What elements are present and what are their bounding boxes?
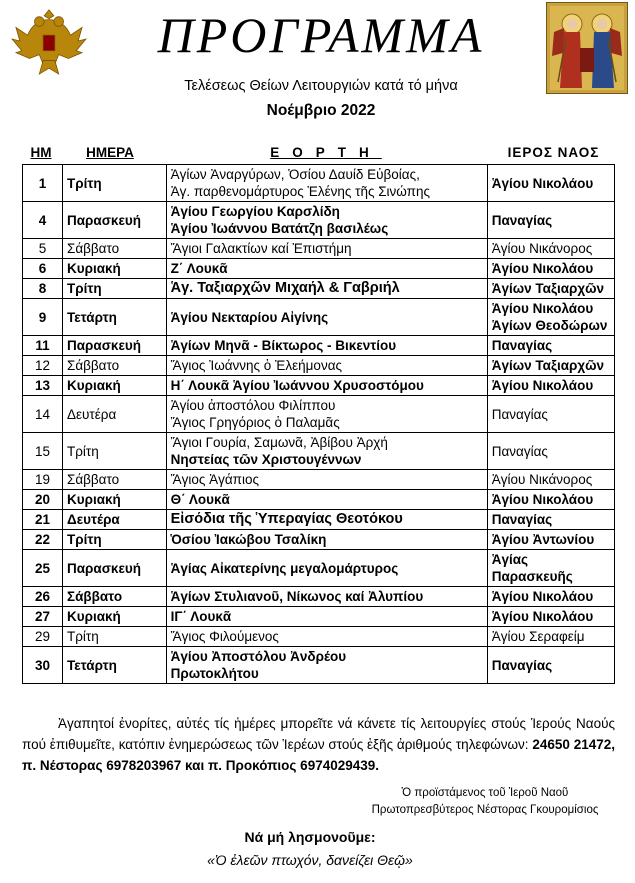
weekday: Κυριακή [63,490,167,510]
church: Παναγίας [487,433,614,470]
column-header-weekday: ΗΜΕΡΑ [86,145,134,160]
weekday: Τρίτη [63,279,167,299]
weekday: Δευτέρα [63,510,167,530]
feast: Η΄ Λουκᾶ Ἁγίου Ἰωάννου Χρυσοστόμου [166,376,487,396]
double-headed-eagle-emblem [10,6,88,76]
table-row [23,336,615,356]
day-number: 25 [23,550,63,587]
feast: Ἁγ. Ταξιαρχῶν Μιχαήλ & Γαβριήλ [166,279,487,299]
church: Ἁγίου Νικολάου [487,490,614,510]
table-row [23,299,615,336]
church: Ἁγίου Ἀντωνίου [487,530,614,550]
day-number: 22 [23,530,63,550]
church: Ἁγίων Ταξιαρχῶν [487,356,614,376]
day-number: 29 [23,627,63,647]
day-number: 4 [23,202,63,239]
table-row [23,376,615,396]
feast: Εἰσόδια τῆς Ὑπεραγίας Θεοτόκου [166,510,487,530]
church: Ἁγίου Σεραφείμ [487,627,614,647]
weekday: Τρίτη [63,165,167,202]
weekday: Τρίτη [63,530,167,550]
feast: Ἅγιος Ἀγάπιος [166,470,487,490]
church: Ἁγίου Νικολάου [487,376,614,396]
table-row [23,259,615,279]
liturgy-schedule-table [22,164,615,684]
weekday: Σάββατο [63,587,167,607]
weekday: Δευτέρα [63,396,167,433]
column-header-feast: ΕΟΡΤΗ [270,145,382,160]
feast: Ἁγίας Αἰκατερίνης μεγαλομάρτυρος [166,550,487,587]
church: Ἁγίου Νικολάου [487,165,614,202]
feast: Ἅγιοι Γουρία, Σαμωνᾶ, Ἀβίβου Ἀρχή Νηστείας τῶν Χριστουγέννων [166,433,487,470]
column-header-day-number: ΗΜ [30,145,52,160]
weekday: Σάββατο [63,239,167,259]
weekday: Τρίτη [63,627,167,647]
table-row [23,510,615,530]
church: Ἁγίου Νικολάου [487,587,614,607]
day-number: 21 [23,510,63,530]
table-row [23,490,615,510]
feast: Ὁσίου Ἰακώβου Τσαλίκη [166,530,487,550]
weekday: Παρασκευή [63,202,167,239]
day-number: 12 [23,356,63,376]
weekday: Σάββατο [63,356,167,376]
table-row [23,550,615,587]
church: Ἁγίου Νικάνορος [487,239,614,259]
weekday: Τετάρτη [63,299,167,336]
day-number: 27 [23,607,63,627]
signature-block [352,785,618,819]
day-number: 8 [23,279,63,299]
day-number: 11 [23,336,63,356]
table-row [23,470,615,490]
day-number: 26 [23,587,63,607]
table-row [23,530,615,550]
table-row [23,433,615,470]
weekday: Τετάρτη [63,647,167,684]
table-row [23,627,615,647]
contact-phones: 24650 21472, π. Νέστορας 6978203967 και π. Προκόπιος 6974029439. [22,737,615,773]
table-row [23,587,615,607]
day-number: 6 [23,259,63,279]
archangels-icon [546,2,628,94]
church: Παναγίας [487,396,614,433]
church: Ἁγίας Παρασκευῆς [487,550,614,587]
church: Ἁγίου Νικολάου [487,607,614,627]
day-number: 20 [23,490,63,510]
feast: Ἁγίων Στυλιανοῦ, Νίκωνος καί Ἀλυπίου [166,587,487,607]
table-row [23,356,615,376]
feast: Ζ΄ Λουκᾶ [166,259,487,279]
column-header-church: ΙΕΡΟΣ ΝΑΟΣ [507,145,600,160]
day-number: 19 [23,470,63,490]
parish-notice [22,713,615,776]
table-row [23,647,615,684]
notice-text: Ἀγαπητοί ἐνορίτες, αὐτές τίς ἡμέρες μπορεῖτε νά κάνετε τίς λειτουργίες στούς Ἱερούς Ναούς πού ἐπιθυμεῖτε, κατόπιν ἐνημερώσεως τῶν Ἱερέων στούς ἑξῆς ἀριθμούς τηλεφώνων: [22,716,615,752]
table-row [23,165,615,202]
schedule-column-headers [22,145,615,163]
feast: Ἅγιοι Γαλακτίων καί Ἐπιστήμη [166,239,487,259]
day-number: 13 [23,376,63,396]
day-number: 30 [23,647,63,684]
weekday: Τρίτη [63,433,167,470]
feast: ΙΓ΄ Λουκᾶ [166,607,487,627]
weekday: Κυριακή [63,259,167,279]
feast: Θ΄ Λουκᾶ [166,490,487,510]
table-row [23,239,615,259]
feast: Ἁγίων Μηνᾶ - Βίκτωρος - Βικεντίου [166,336,487,356]
table-row [23,202,615,239]
scripture-quote: «Ὁ ἐλεῶν πτωχόν, δανείζει Θεῷ» [207,852,413,868]
reminder-heading: Νά μή λησμονοῦμε: [244,829,376,845]
day-number: 5 [23,239,63,259]
feast: Ἁγίου Νεκταρίου Αἰγίνης [166,299,487,336]
day-number: 9 [23,299,63,336]
church: Ἁγίων Ταξιαρχῶν [487,279,614,299]
church: Ἁγίου Νικολάου [487,259,614,279]
schedule-month: Νοέμβριο 2022 [266,102,376,119]
weekday: Κυριακή [63,607,167,627]
church: Ἁγίου Νικάνορος [487,470,614,490]
feast: Ἁγίου Γεωργίου Καρσλίδη Ἁγίου Ἰωάννου Βατάτζη βασιλέως [166,202,487,239]
church: Παναγίας [487,202,614,239]
day-number: 15 [23,433,63,470]
day-number: 1 [23,165,63,202]
feast: Ἅγιος Ἰωάννης ὁ Ἐλεήμονας [166,356,487,376]
day-number: 14 [23,396,63,433]
feast: Ἁγίων Ἀναργύρων, Ὁσίου Δαυίδ Εὐβοίας, Ἁγ. παρθενομάρτυρος Ἑλένης τῆς Σινώπης [166,165,487,202]
signature-name: Πρωτοπρεσβύτερος Νέστορας Γκουρομίσιος [371,804,599,816]
weekday: Κυριακή [63,376,167,396]
weekday: Παρασκευή [63,336,167,356]
table-row [23,279,615,299]
signature-role: Ὁ προϊστάμενος τοῦ Ἱεροῦ Ναοῦ [401,787,569,799]
church: Παναγίας [487,510,614,530]
weekday: Παρασκευή [63,550,167,587]
feast: Ἁγίου ἀποστόλου Φιλίππου Ἅγιος Γρηγόριος ὁ Παλαμᾶς [166,396,487,433]
feast: Ἅγιος Φιλούμενος [166,627,487,647]
church: Παναγίας [487,647,614,684]
weekday: Σάββατο [63,470,167,490]
feast: Ἁγίου Ἀποστόλου Ἀνδρέου Πρωτοκλήτου [166,647,487,684]
table-row [23,607,615,627]
document-subtitle: Τελέσεως Θείων Λειτουργιών κατά τό μήνα [184,78,458,94]
document-title: ΠΡΟΓΡΑΜΜΑ [157,7,485,63]
church: Παναγίας [487,336,614,356]
table-row [23,396,615,433]
church: Ἁγίου Νικολάου Ἁγίων Θεοδώρων [487,299,614,336]
